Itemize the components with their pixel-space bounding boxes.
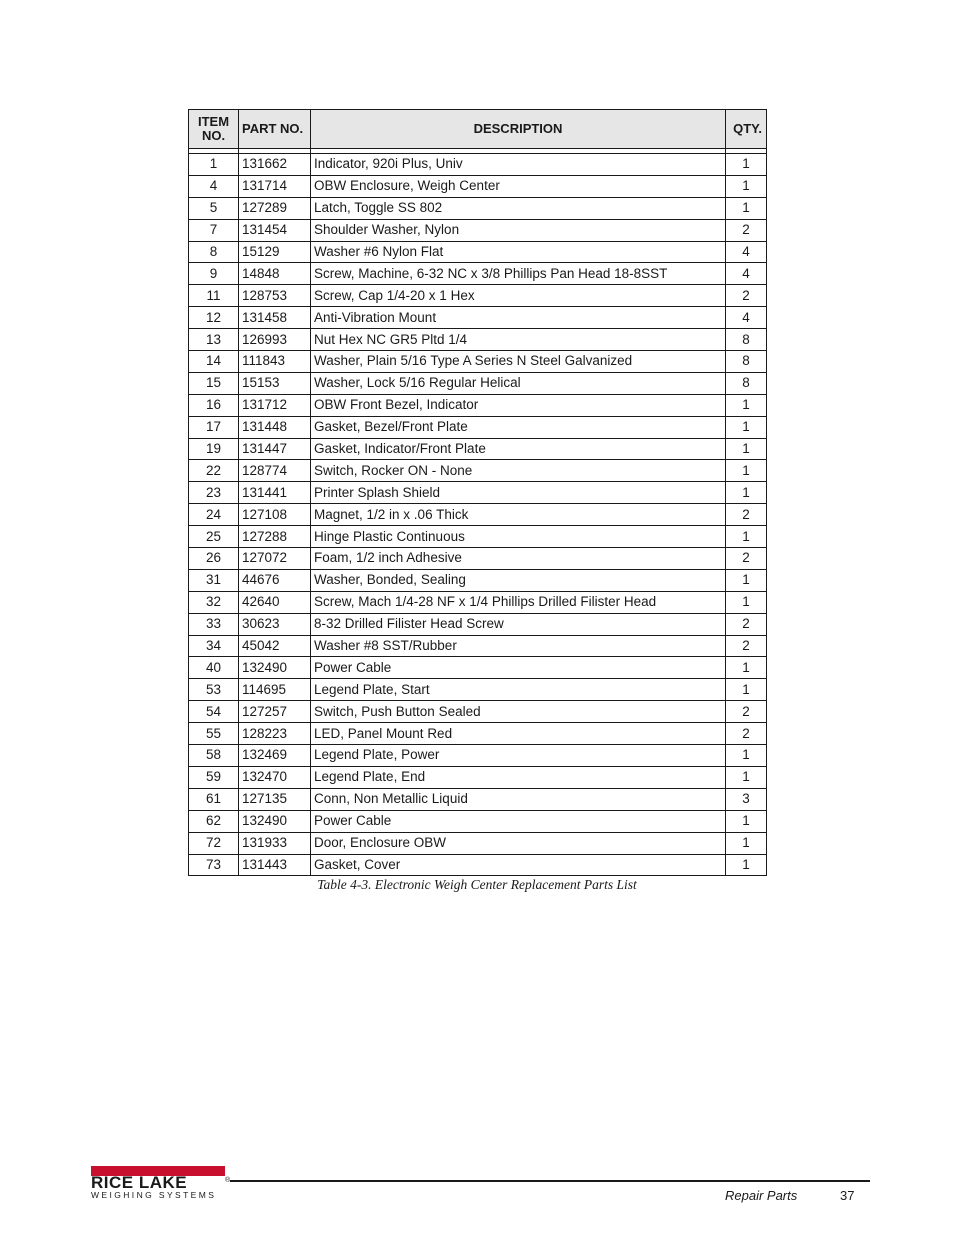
item-no-cell: 61	[189, 788, 239, 810]
part-no-cell: 127135	[239, 788, 311, 810]
description-cell: OBW Front Bezel, Indicator	[311, 394, 726, 416]
qty-cell: 1	[726, 175, 767, 197]
item-no-cell: 14	[189, 351, 239, 373]
part-no-cell: 45042	[239, 635, 311, 657]
part-no-cell: 15153	[239, 372, 311, 394]
item-no-cell: 40	[189, 657, 239, 679]
description-cell: Washer, Plain 5/16 Type A Series N Steel Galvanized	[311, 351, 726, 373]
part-no-cell: 132490	[239, 657, 311, 679]
item-no-cell: 11	[189, 285, 239, 307]
table-row	[189, 701, 767, 723]
item-no-cell: 17	[189, 416, 239, 438]
item-no-cell: 13	[189, 329, 239, 351]
item-no-cell: 53	[189, 679, 239, 701]
part-no-cell: 132469	[239, 745, 311, 767]
table-row	[189, 482, 767, 504]
description-cell: Screw, Machine, 6-32 NC x 3/8 Phillips Pan Head 18-8SST	[311, 263, 726, 285]
description-cell: OBW Enclosure, Weigh Center	[311, 175, 726, 197]
item-no-cell: 8	[189, 241, 239, 263]
item-no-cell: 34	[189, 635, 239, 657]
qty-cell: 1	[726, 526, 767, 548]
item-no-cell: 22	[189, 460, 239, 482]
table-row	[189, 788, 767, 810]
qty-cell: 1	[726, 438, 767, 460]
qty-cell: 1	[726, 416, 767, 438]
qty-cell: 1	[726, 832, 767, 854]
qty-cell: 1	[726, 745, 767, 767]
table-row	[189, 285, 767, 307]
part-no-cell: 127257	[239, 701, 311, 723]
description-cell: Screw, Cap 1/4-20 x 1 Hex	[311, 285, 726, 307]
part-no-cell: 128753	[239, 285, 311, 307]
qty-cell: 8	[726, 351, 767, 373]
description-cell: Printer Splash Shield	[311, 482, 726, 504]
table-row	[189, 548, 767, 570]
qty-cell: 2	[726, 723, 767, 745]
description-cell: Magnet, 1/2 in x .06 Thick	[311, 504, 726, 526]
description-cell: Legend Plate, Start	[311, 679, 726, 701]
table-row	[189, 351, 767, 373]
description-cell: LED, Panel Mount Red	[311, 723, 726, 745]
table-row	[189, 504, 767, 526]
part-no-cell: 128774	[239, 460, 311, 482]
table-row	[189, 416, 767, 438]
qty-cell: 8	[726, 329, 767, 351]
qty-cell: 2	[726, 548, 767, 570]
qty-cell: 1	[726, 679, 767, 701]
header-item-label: ITEM NO.	[197, 114, 230, 143]
part-no-cell: 131443	[239, 854, 311, 876]
qty-cell: 1	[726, 569, 767, 591]
table-row	[189, 394, 767, 416]
description-cell: Washer #6 Nylon Flat	[311, 241, 726, 263]
description-cell: Shoulder Washer, Nylon	[311, 219, 726, 241]
qty-cell: 1	[726, 482, 767, 504]
part-no-cell: 127288	[239, 526, 311, 548]
item-no-cell: 24	[189, 504, 239, 526]
table-row	[189, 766, 767, 788]
rice-lake-logo	[91, 1166, 231, 1202]
table-row	[189, 460, 767, 482]
description-cell: Indicator, 920i Plus, Univ	[311, 154, 726, 176]
item-no-cell: 7	[189, 219, 239, 241]
table-row	[189, 219, 767, 241]
qty-cell: 2	[726, 285, 767, 307]
item-no-cell: 9	[189, 263, 239, 285]
item-no-cell: 55	[189, 723, 239, 745]
item-no-cell: 58	[189, 745, 239, 767]
description-cell: Washer, Lock 5/16 Regular Helical	[311, 372, 726, 394]
item-no-cell: 16	[189, 394, 239, 416]
description-cell: Washer, Bonded, Sealing	[311, 569, 726, 591]
qty-cell: 4	[726, 241, 767, 263]
table-row	[189, 197, 767, 219]
part-no-cell: 131714	[239, 175, 311, 197]
table-row	[189, 263, 767, 285]
header-description: DESCRIPTION	[311, 110, 726, 149]
description-cell: Gasket, Bezel/Front Plate	[311, 416, 726, 438]
table-row	[189, 526, 767, 548]
description-cell: Foam, 1/2 inch Adhesive	[311, 548, 726, 570]
description-cell: Door, Enclosure OBW	[311, 832, 726, 854]
footer-section-title: Repair Parts	[725, 1188, 798, 1203]
item-no-cell: 25	[189, 526, 239, 548]
description-cell: Switch, Push Button Sealed	[311, 701, 726, 723]
qty-cell: 1	[726, 854, 767, 876]
table-row	[189, 372, 767, 394]
logo-registered-mark: ®	[225, 1177, 231, 1184]
table-row	[189, 613, 767, 635]
item-no-cell: 62	[189, 810, 239, 832]
header-item-no	[189, 110, 239, 149]
qty-cell: 8	[726, 372, 767, 394]
description-cell: Screw, Mach 1/4-28 NF x 1/4 Phillips Drilled Filister Head	[311, 591, 726, 613]
qty-cell: 2	[726, 219, 767, 241]
part-no-cell: 127289	[239, 197, 311, 219]
item-no-cell: 31	[189, 569, 239, 591]
parts-table-body	[189, 154, 767, 876]
qty-cell: 4	[726, 263, 767, 285]
part-no-cell: 131933	[239, 832, 311, 854]
item-no-cell: 19	[189, 438, 239, 460]
part-no-cell: 15129	[239, 241, 311, 263]
part-no-cell: 132470	[239, 766, 311, 788]
logo-tagline: WEIGHING SYSTEMS	[91, 1190, 217, 1200]
description-cell: Nut Hex NC GR5 Pltd 1/4	[311, 329, 726, 351]
qty-cell: 1	[726, 591, 767, 613]
table-row	[189, 810, 767, 832]
part-no-cell: 114695	[239, 679, 311, 701]
description-cell: Hinge Plastic Continuous	[311, 526, 726, 548]
part-no-cell: 131448	[239, 416, 311, 438]
header-row	[189, 110, 767, 149]
item-no-cell: 23	[189, 482, 239, 504]
qty-cell: 4	[726, 307, 767, 329]
table-row	[189, 723, 767, 745]
qty-cell: 1	[726, 766, 767, 788]
parts-table	[188, 109, 767, 876]
item-no-cell: 4	[189, 175, 239, 197]
item-no-cell: 54	[189, 701, 239, 723]
part-no-cell: 131441	[239, 482, 311, 504]
table-row	[189, 832, 767, 854]
header-qty: QTY.	[726, 110, 767, 149]
part-no-cell: 131447	[239, 438, 311, 460]
part-no-cell: 44676	[239, 569, 311, 591]
item-no-cell: 73	[189, 854, 239, 876]
table-row	[189, 438, 767, 460]
table-caption: Table 4-3. Electronic Weigh Center Replacement Parts List	[317, 877, 637, 892]
qty-cell: 3	[726, 788, 767, 810]
header-part-no: PART NO.	[239, 110, 311, 149]
qty-cell: 1	[726, 810, 767, 832]
item-no-cell: 5	[189, 197, 239, 219]
table-row	[189, 745, 767, 767]
part-no-cell: 131662	[239, 154, 311, 176]
table-row	[189, 591, 767, 613]
item-no-cell: 15	[189, 372, 239, 394]
part-no-cell: 131454	[239, 219, 311, 241]
description-cell: Gasket, Indicator/Front Plate	[311, 438, 726, 460]
qty-cell: 1	[726, 154, 767, 176]
item-no-cell: 1	[189, 154, 239, 176]
table-row	[189, 854, 767, 876]
part-no-cell: 131458	[239, 307, 311, 329]
qty-cell: 1	[726, 197, 767, 219]
description-cell: Legend Plate, End	[311, 766, 726, 788]
part-no-cell: 128223	[239, 723, 311, 745]
description-cell: 8-32 Drilled Filister Head Screw	[311, 613, 726, 635]
table-row	[189, 307, 767, 329]
description-cell: Switch, Rocker ON - None	[311, 460, 726, 482]
qty-cell: 2	[726, 701, 767, 723]
table-row	[189, 679, 767, 701]
part-no-cell: 14848	[239, 263, 311, 285]
table-row	[189, 175, 767, 197]
item-no-cell: 72	[189, 832, 239, 854]
footer-divider	[230, 1180, 870, 1182]
table-row	[189, 569, 767, 591]
part-no-cell: 30623	[239, 613, 311, 635]
description-cell: Power Cable	[311, 657, 726, 679]
qty-cell: 2	[726, 504, 767, 526]
item-no-cell: 33	[189, 613, 239, 635]
qty-cell: 2	[726, 635, 767, 657]
part-no-cell: 111843	[239, 351, 311, 373]
description-cell: Latch, Toggle SS 802	[311, 197, 726, 219]
item-no-cell: 32	[189, 591, 239, 613]
qty-cell: 1	[726, 460, 767, 482]
part-no-cell: 127072	[239, 548, 311, 570]
table-row	[189, 329, 767, 351]
table-row	[189, 241, 767, 263]
qty-cell: 2	[726, 613, 767, 635]
qty-cell: 1	[726, 657, 767, 679]
description-cell: Legend Plate, Power	[311, 745, 726, 767]
part-no-cell: 126993	[239, 329, 311, 351]
description-cell: Washer #8 SST/Rubber	[311, 635, 726, 657]
item-no-cell: 59	[189, 766, 239, 788]
description-cell: Conn, Non Metallic Liquid	[311, 788, 726, 810]
table-row	[189, 154, 767, 176]
qty-cell: 1	[726, 394, 767, 416]
part-no-cell: 132490	[239, 810, 311, 832]
part-no-cell: 127108	[239, 504, 311, 526]
description-cell: Anti-Vibration Mount	[311, 307, 726, 329]
page-number: 37	[840, 1188, 855, 1203]
part-no-cell: 131712	[239, 394, 311, 416]
description-cell: Power Cable	[311, 810, 726, 832]
item-no-cell: 12	[189, 307, 239, 329]
item-no-cell: 26	[189, 548, 239, 570]
part-no-cell: 42640	[239, 591, 311, 613]
table-row	[189, 657, 767, 679]
logo-wordmark: RICE LAKE	[91, 1173, 188, 1192]
table-row	[189, 635, 767, 657]
description-cell: Gasket, Cover	[311, 854, 726, 876]
